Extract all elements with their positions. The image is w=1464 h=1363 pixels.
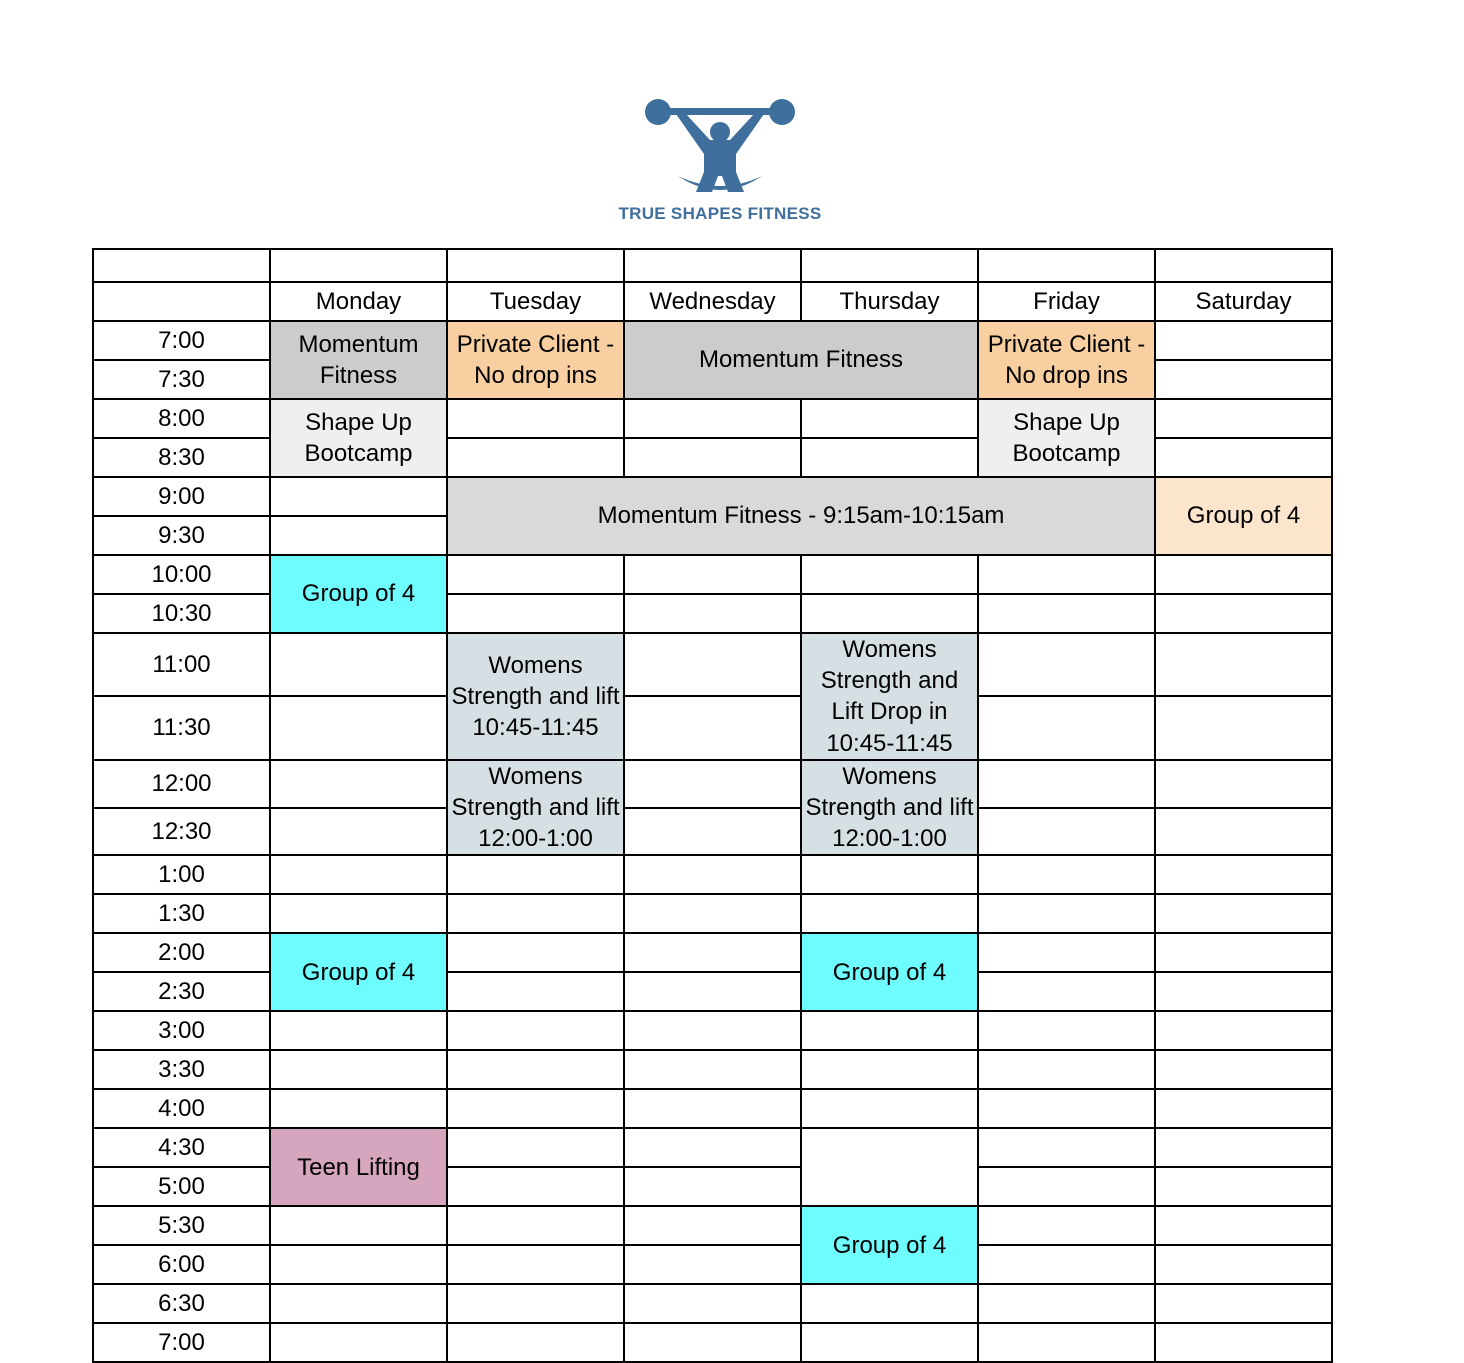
empty-slot	[801, 438, 978, 477]
empty-slot	[1155, 633, 1332, 696]
empty-slot	[801, 1011, 978, 1050]
class-label: Group of 4	[301, 958, 416, 986]
empty-slot	[978, 594, 1155, 633]
day-header-wednesday: Wednesday	[624, 282, 801, 321]
class-block	[624, 321, 978, 399]
empty-slot	[978, 696, 1155, 759]
empty-slot	[1155, 696, 1332, 759]
class-label: Group of 4	[1186, 502, 1301, 530]
class-label: Momentum Fitness	[698, 346, 904, 374]
empty-slot	[447, 855, 624, 894]
empty-slot	[1155, 321, 1332, 360]
empty-slot	[801, 399, 978, 438]
empty-slot	[1155, 1050, 1332, 1089]
empty-slot	[1155, 760, 1332, 808]
class-block	[270, 1128, 447, 1206]
class-block	[801, 1206, 978, 1284]
time-label: 3:00	[93, 1011, 270, 1050]
empty-slot	[447, 1089, 624, 1128]
empty-slot	[978, 855, 1155, 894]
empty-slot	[624, 1167, 801, 1206]
empty-slot	[978, 1284, 1155, 1323]
empty-slot	[447, 1245, 624, 1284]
empty-slot	[270, 808, 447, 856]
empty-slot	[1155, 1206, 1332, 1245]
empty-slot	[978, 933, 1155, 972]
empty-slot	[1155, 972, 1332, 1011]
time-label: 7:00	[93, 1323, 270, 1362]
empty-slot	[1155, 808, 1332, 856]
time-label: 7:00	[93, 321, 270, 360]
time-label: 4:00	[93, 1089, 270, 1128]
empty-slot	[270, 1011, 447, 1050]
class-block	[801, 760, 978, 856]
blank-cell	[270, 249, 447, 282]
blank-cell	[93, 249, 270, 282]
weightlifter-icon	[640, 92, 800, 202]
empty-slot	[1155, 555, 1332, 594]
class-block	[801, 633, 978, 760]
empty-slot	[447, 1284, 624, 1323]
empty-slot	[978, 1206, 1155, 1245]
empty-slot	[1155, 933, 1332, 972]
empty-slot	[624, 594, 801, 633]
time-label: 6:00	[93, 1245, 270, 1284]
blank-cell	[1155, 249, 1332, 282]
empty-slot	[447, 399, 624, 438]
empty-slot	[978, 1245, 1155, 1284]
empty-slot	[1155, 855, 1332, 894]
class-label: Womens Strength and lift 12:00-1:00	[805, 762, 974, 853]
empty-slot	[447, 1206, 624, 1245]
empty-slot	[624, 1089, 801, 1128]
empty-slot	[624, 1128, 801, 1167]
empty-slot	[801, 1050, 978, 1089]
empty-slot	[978, 1089, 1155, 1128]
empty-slot	[978, 894, 1155, 933]
empty-slot	[978, 972, 1155, 1011]
class-block	[978, 321, 1155, 399]
empty-slot	[978, 808, 1155, 856]
empty-slot	[447, 972, 624, 1011]
class-label: Momentum Fitness	[298, 330, 419, 389]
class-label: Private Client - No drop ins	[456, 330, 615, 389]
empty-slot	[624, 438, 801, 477]
time-label: 1:00	[93, 855, 270, 894]
empty-slot	[624, 696, 801, 759]
empty-slot	[270, 1050, 447, 1089]
class-block	[270, 321, 447, 399]
time-label: 1:30	[93, 894, 270, 933]
empty-slot	[978, 633, 1155, 696]
empty-slot	[270, 1206, 447, 1245]
class-block	[447, 633, 624, 760]
empty-slot	[801, 594, 978, 633]
empty-slot	[624, 1206, 801, 1245]
time-label: 9:00	[93, 477, 270, 516]
time-label: 9:30	[93, 516, 270, 555]
blank-cell	[801, 249, 978, 282]
time-label: 4:30	[93, 1128, 270, 1167]
class-label: Group of 4	[301, 580, 416, 608]
class-block	[801, 933, 978, 1011]
class-block	[447, 760, 624, 856]
empty-slot	[1155, 438, 1332, 477]
empty-slot	[624, 555, 801, 594]
class-label: Private Client - No drop ins	[987, 330, 1146, 389]
class-block	[978, 399, 1155, 477]
brand-logo	[590, 92, 850, 232]
class-block	[447, 321, 624, 399]
empty-slot	[270, 894, 447, 933]
class-label: Group of 4	[832, 958, 947, 986]
class-schedule-table	[92, 248, 1333, 1363]
class-label: Womens Strength and Lift Drop in 10:45-11:45	[820, 636, 959, 757]
day-header-monday: Monday	[270, 282, 447, 321]
empty-slot	[1155, 1089, 1332, 1128]
class-label: Shape Up Bootcamp	[1012, 408, 1121, 467]
blank-cell	[447, 249, 624, 282]
empty-slot	[624, 399, 801, 438]
empty-slot	[624, 933, 801, 972]
empty-slot	[801, 894, 978, 933]
class-label: Teen Lifting	[297, 1153, 420, 1181]
empty-slot	[1155, 594, 1332, 633]
empty-slot	[1155, 1167, 1332, 1206]
time-label: 2:00	[93, 933, 270, 972]
empty-slot	[978, 1128, 1155, 1167]
blank-cell	[624, 249, 801, 282]
empty-slot	[447, 438, 624, 477]
day-header-tuesday: Tuesday	[447, 282, 624, 321]
time-label: 11:00	[93, 633, 270, 696]
empty-slot	[978, 555, 1155, 594]
empty-slot	[270, 516, 447, 555]
class-block	[270, 555, 447, 633]
time-label: 5:00	[93, 1167, 270, 1206]
empty-slot	[624, 1323, 801, 1362]
class-block	[270, 933, 447, 1011]
corner-cell	[93, 282, 270, 321]
time-label: 3:30	[93, 1050, 270, 1089]
empty-slot	[624, 760, 801, 808]
time-label: 2:30	[93, 972, 270, 1011]
empty-slot	[801, 555, 978, 594]
empty-slot	[624, 1245, 801, 1284]
day-header-saturday: Saturday	[1155, 282, 1332, 321]
empty-slot	[447, 555, 624, 594]
empty-slot	[447, 894, 624, 933]
class-block	[447, 477, 1155, 555]
empty-slot	[1155, 1245, 1332, 1284]
empty-slot	[447, 1050, 624, 1089]
empty-slot	[1155, 399, 1332, 438]
time-label: 8:00	[93, 399, 270, 438]
day-header-friday: Friday	[978, 282, 1155, 321]
empty-slot	[624, 855, 801, 894]
empty-slot	[624, 808, 801, 856]
time-label: 12:00	[93, 760, 270, 808]
empty-slot	[1155, 1128, 1332, 1167]
empty-slot	[624, 633, 801, 696]
empty-slot	[801, 1089, 978, 1128]
time-label: 12:30	[93, 808, 270, 856]
empty-slot	[270, 633, 447, 696]
time-label: 11:30	[93, 696, 270, 759]
time-label: 10:30	[93, 594, 270, 633]
brand-name: TRUE SHAPES FITNESS	[618, 204, 822, 223]
empty-slot	[270, 1089, 447, 1128]
empty-slot	[801, 1128, 978, 1206]
empty-slot	[624, 1011, 801, 1050]
time-label: 6:30	[93, 1284, 270, 1323]
empty-slot	[270, 696, 447, 759]
time-label: 7:30	[93, 360, 270, 399]
empty-slot	[447, 1323, 624, 1362]
class-block	[270, 399, 447, 477]
empty-slot	[1155, 894, 1332, 933]
empty-slot	[1155, 360, 1332, 399]
empty-slot	[978, 1011, 1155, 1050]
day-header-thursday: Thursday	[801, 282, 978, 321]
empty-slot	[447, 1167, 624, 1206]
empty-slot	[624, 972, 801, 1011]
blank-cell	[978, 249, 1155, 282]
class-block	[1155, 477, 1332, 555]
empty-slot	[801, 855, 978, 894]
empty-slot	[270, 477, 447, 516]
class-label: Shape Up Bootcamp	[304, 408, 413, 467]
empty-slot	[270, 855, 447, 894]
empty-slot	[801, 1323, 978, 1362]
empty-slot	[978, 1323, 1155, 1362]
empty-slot	[270, 1284, 447, 1323]
empty-slot	[1155, 1323, 1332, 1362]
empty-slot	[270, 760, 447, 808]
empty-slot	[624, 894, 801, 933]
empty-slot	[1155, 1011, 1332, 1050]
empty-slot	[270, 1245, 447, 1284]
empty-slot	[624, 1050, 801, 1089]
empty-slot	[447, 1011, 624, 1050]
empty-slot	[978, 1050, 1155, 1089]
empty-slot	[270, 1323, 447, 1362]
empty-slot	[624, 1284, 801, 1323]
empty-slot	[447, 1128, 624, 1167]
time-label: 10:00	[93, 555, 270, 594]
empty-slot	[978, 760, 1155, 808]
class-label: Momentum Fitness - 9:15am-10:15am	[597, 502, 1005, 530]
time-label: 5:30	[93, 1206, 270, 1245]
empty-slot	[801, 1284, 978, 1323]
empty-slot	[1155, 1284, 1332, 1323]
time-label: 8:30	[93, 438, 270, 477]
empty-slot	[978, 1167, 1155, 1206]
empty-slot	[447, 933, 624, 972]
empty-slot	[447, 594, 624, 633]
class-label: Womens Strength and lift 12:00-1:00	[451, 762, 620, 853]
class-label: Group of 4	[832, 1231, 947, 1259]
class-label: Womens Strength and lift 10:45-11:45	[451, 651, 620, 741]
